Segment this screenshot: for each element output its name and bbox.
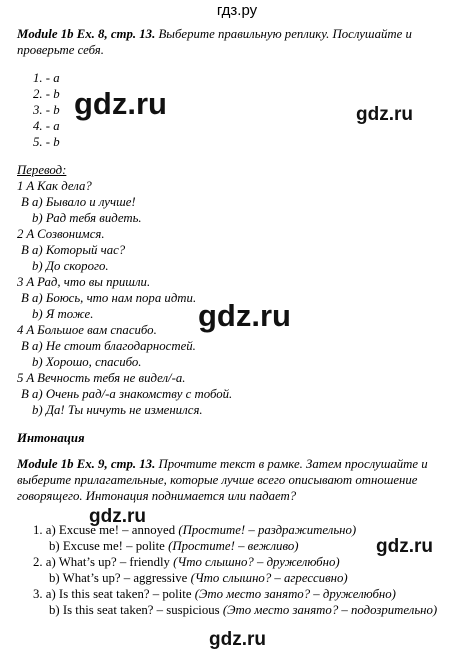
exercise-8-ref: Module 1b Ex. 8, стр. 13. bbox=[17, 27, 156, 41]
answer-item: 3. - b bbox=[33, 103, 60, 117]
exercise-8-instruction-cont: проверьте себя. bbox=[17, 43, 104, 57]
intonation-item bbox=[49, 538, 299, 554]
watermark: gdz.ru bbox=[198, 298, 291, 333]
translation-line: B a) Который час? bbox=[21, 243, 126, 257]
intonation-item-en: 2. a) What’s up? – friendly bbox=[33, 555, 170, 569]
site-title: гдз.ру bbox=[216, 2, 258, 19]
intonation-item bbox=[49, 570, 348, 586]
watermark: gdz.ru bbox=[209, 629, 266, 650]
intonation-item-ru: (Простите! – вежливо) bbox=[168, 539, 299, 553]
intonation-item bbox=[33, 586, 396, 602]
intonation-item-ru: (Что слышно? – агрессивно) bbox=[190, 571, 348, 585]
translation-line: b) Я тоже. bbox=[32, 307, 94, 321]
answer-item: 4. - a bbox=[33, 119, 60, 133]
translation-line: B a) Не стоит благодарностей. bbox=[21, 339, 196, 353]
intonation-item-en: 1. a) Excuse me! – annoyed bbox=[33, 523, 176, 537]
translation-title: Перевод: bbox=[17, 163, 67, 177]
exercise-9-instruction-cont: говорящего. Интонация поднимается или падает? bbox=[17, 489, 297, 503]
intonation-item-ru: (Это место занято? – подозрительно) bbox=[222, 603, 438, 617]
translation-line: b) Рад тебя видеть. bbox=[32, 211, 142, 225]
intonation-item-ru: (Простите! – раздражительно) bbox=[178, 523, 357, 537]
watermark: gdz.ru bbox=[356, 104, 413, 125]
exercise-9-ref: Module 1b Ex. 9, стр. 13. bbox=[17, 457, 156, 471]
translation-line: b) Да! Ты ничуть не изменился. bbox=[32, 403, 203, 417]
intonation-item bbox=[33, 554, 340, 570]
intonation-item-en: b) Is this seat taken? – suspicious bbox=[49, 603, 220, 617]
answer-item: 2. - b bbox=[33, 87, 60, 101]
translation-line: b) До скорого. bbox=[32, 259, 109, 273]
exercise-9-instruction: Прочтите текст в рамке. Затем прослушайте и bbox=[155, 457, 428, 471]
intonation-item-en: b) Excuse me! – polite bbox=[49, 539, 165, 553]
exercise-9-instruction-cont: выберите прилагательные, которые лучше всего описывают отношение bbox=[17, 473, 418, 487]
translation-line: 5 A Вечность тебя не видел/-а. bbox=[17, 371, 186, 385]
intonation-item-ru: (Это место занято? – дружелюбно) bbox=[194, 587, 396, 601]
intonation-item bbox=[33, 522, 356, 538]
watermark: gdz.ru bbox=[89, 506, 146, 527]
exercise-9-heading bbox=[17, 456, 428, 472]
translation-line: B a) Бывало и лучше! bbox=[21, 195, 136, 209]
watermark: gdz.ru bbox=[376, 536, 433, 557]
intonation-title: Интонация bbox=[17, 431, 85, 445]
translation-line: 1 A Как дела? bbox=[17, 179, 92, 193]
answer-item: 5. - b bbox=[33, 135, 60, 149]
translation-line: B a) Очень рад/-а знакомству с тобой. bbox=[21, 387, 233, 401]
translation-line: 4 A Большое вам спасибо. bbox=[17, 323, 157, 337]
watermark: gdz.ru bbox=[74, 86, 167, 121]
translation-line: b) Хорошо, спасибо. bbox=[32, 355, 142, 369]
translation-line: B a) Боюсь, что нам пора идти. bbox=[21, 291, 197, 305]
intonation-item-en: b) What’s up? – aggressive bbox=[49, 571, 188, 585]
exercise-8-heading bbox=[17, 26, 412, 42]
answer-item: 1. - a bbox=[33, 71, 60, 85]
translation-line: 3 A Рад, что вы пришли. bbox=[17, 275, 151, 289]
intonation-item bbox=[49, 602, 437, 618]
translation-line: 2 A Созвонимся. bbox=[17, 227, 105, 241]
exercise-8-instruction: Выберите правильную реплику. Послушайте и bbox=[155, 27, 412, 41]
intonation-item-ru: (Что слышно? – дружелюбно) bbox=[173, 555, 340, 569]
intonation-item-en: 3. a) Is this seat taken? – polite bbox=[33, 587, 192, 601]
